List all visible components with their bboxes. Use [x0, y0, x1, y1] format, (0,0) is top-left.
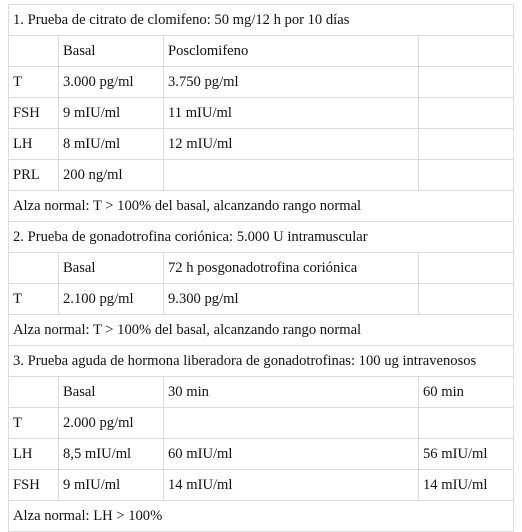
header-row [9, 36, 514, 67]
value-cell: 12 mIU/ml [164, 129, 419, 160]
table-row [9, 470, 514, 501]
header-cell: Posclomifeno [164, 36, 419, 67]
header-cell: Basal [59, 36, 164, 67]
note-row [9, 191, 514, 222]
value-cell [419, 408, 514, 439]
value-cell: 2.000 pg/ml [59, 408, 164, 439]
value-cell [419, 160, 514, 191]
hormone-tests-table [8, 4, 514, 532]
table-row [9, 408, 514, 439]
value-cell [419, 129, 514, 160]
value-cell: 3.000 pg/ml [59, 67, 164, 98]
note-row [9, 501, 514, 532]
value-cell: 60 mIU/ml [164, 439, 419, 470]
section-title-row [9, 346, 514, 377]
table-row [9, 160, 514, 191]
section-title-row [9, 222, 514, 253]
section-title-row [9, 5, 514, 36]
hormone-label: PRL [9, 160, 59, 191]
header-cell [419, 253, 514, 284]
value-cell: 8,5 mIU/ml [59, 439, 164, 470]
hormone-label: T [9, 408, 59, 439]
hormone-label: FSH [9, 470, 59, 501]
hormone-label: T [9, 67, 59, 98]
table-row [9, 129, 514, 160]
value-cell: 2.100 pg/ml [59, 284, 164, 315]
hormone-label: LH [9, 129, 59, 160]
header-cell [9, 253, 59, 284]
header-cell: 60 min [419, 377, 514, 408]
section-note: Alza normal: T > 100% del basal, alcanzando rango normal [9, 315, 514, 346]
table-row [9, 439, 514, 470]
table-row [9, 67, 514, 98]
header-row [9, 253, 514, 284]
value-cell: 200 ng/ml [59, 160, 164, 191]
header-cell: 30 min [164, 377, 419, 408]
section-note: Alza normal: T > 100% del basal, alcanzando rango normal [9, 191, 514, 222]
header-cell: 72 h posgonadotrofina coriónica [164, 253, 419, 284]
header-cell: Basal [59, 253, 164, 284]
header-cell [9, 36, 59, 67]
value-cell [419, 284, 514, 315]
header-row [9, 377, 514, 408]
table-row [9, 98, 514, 129]
header-cell: Basal [59, 377, 164, 408]
value-cell: 9 mIU/ml [59, 98, 164, 129]
value-cell: 9.300 pg/ml [164, 284, 419, 315]
value-cell: 56 mIU/ml [419, 439, 514, 470]
hormone-label: T [9, 284, 59, 315]
header-cell [419, 36, 514, 67]
value-cell: 9 mIU/ml [59, 470, 164, 501]
value-cell: 11 mIU/ml [164, 98, 419, 129]
value-cell: 3.750 pg/ml [164, 67, 419, 98]
table-body [9, 5, 514, 532]
section-title: 1. Prueba de citrato de clomifeno: 50 mg/12 h por 10 días [9, 5, 514, 36]
note-row [9, 315, 514, 346]
header-cell [9, 377, 59, 408]
value-cell [419, 98, 514, 129]
section-title: 3. Prueba aguda de hormona liberadora de gonadotrofinas: 100 ug intravenosos [9, 346, 514, 377]
value-cell: 14 mIU/ml [164, 470, 419, 501]
section-note: Alza normal: LH > 100% [9, 501, 514, 532]
hormone-label: FSH [9, 98, 59, 129]
section-title: 2. Prueba de gonadotrofina coriónica: 5.000 U intramuscular [9, 222, 514, 253]
value-cell: 8 mIU/ml [59, 129, 164, 160]
table-row [9, 284, 514, 315]
value-cell [164, 160, 419, 191]
value-cell [164, 408, 419, 439]
hormone-label: LH [9, 439, 59, 470]
value-cell: 14 mIU/ml [419, 470, 514, 501]
value-cell [419, 67, 514, 98]
